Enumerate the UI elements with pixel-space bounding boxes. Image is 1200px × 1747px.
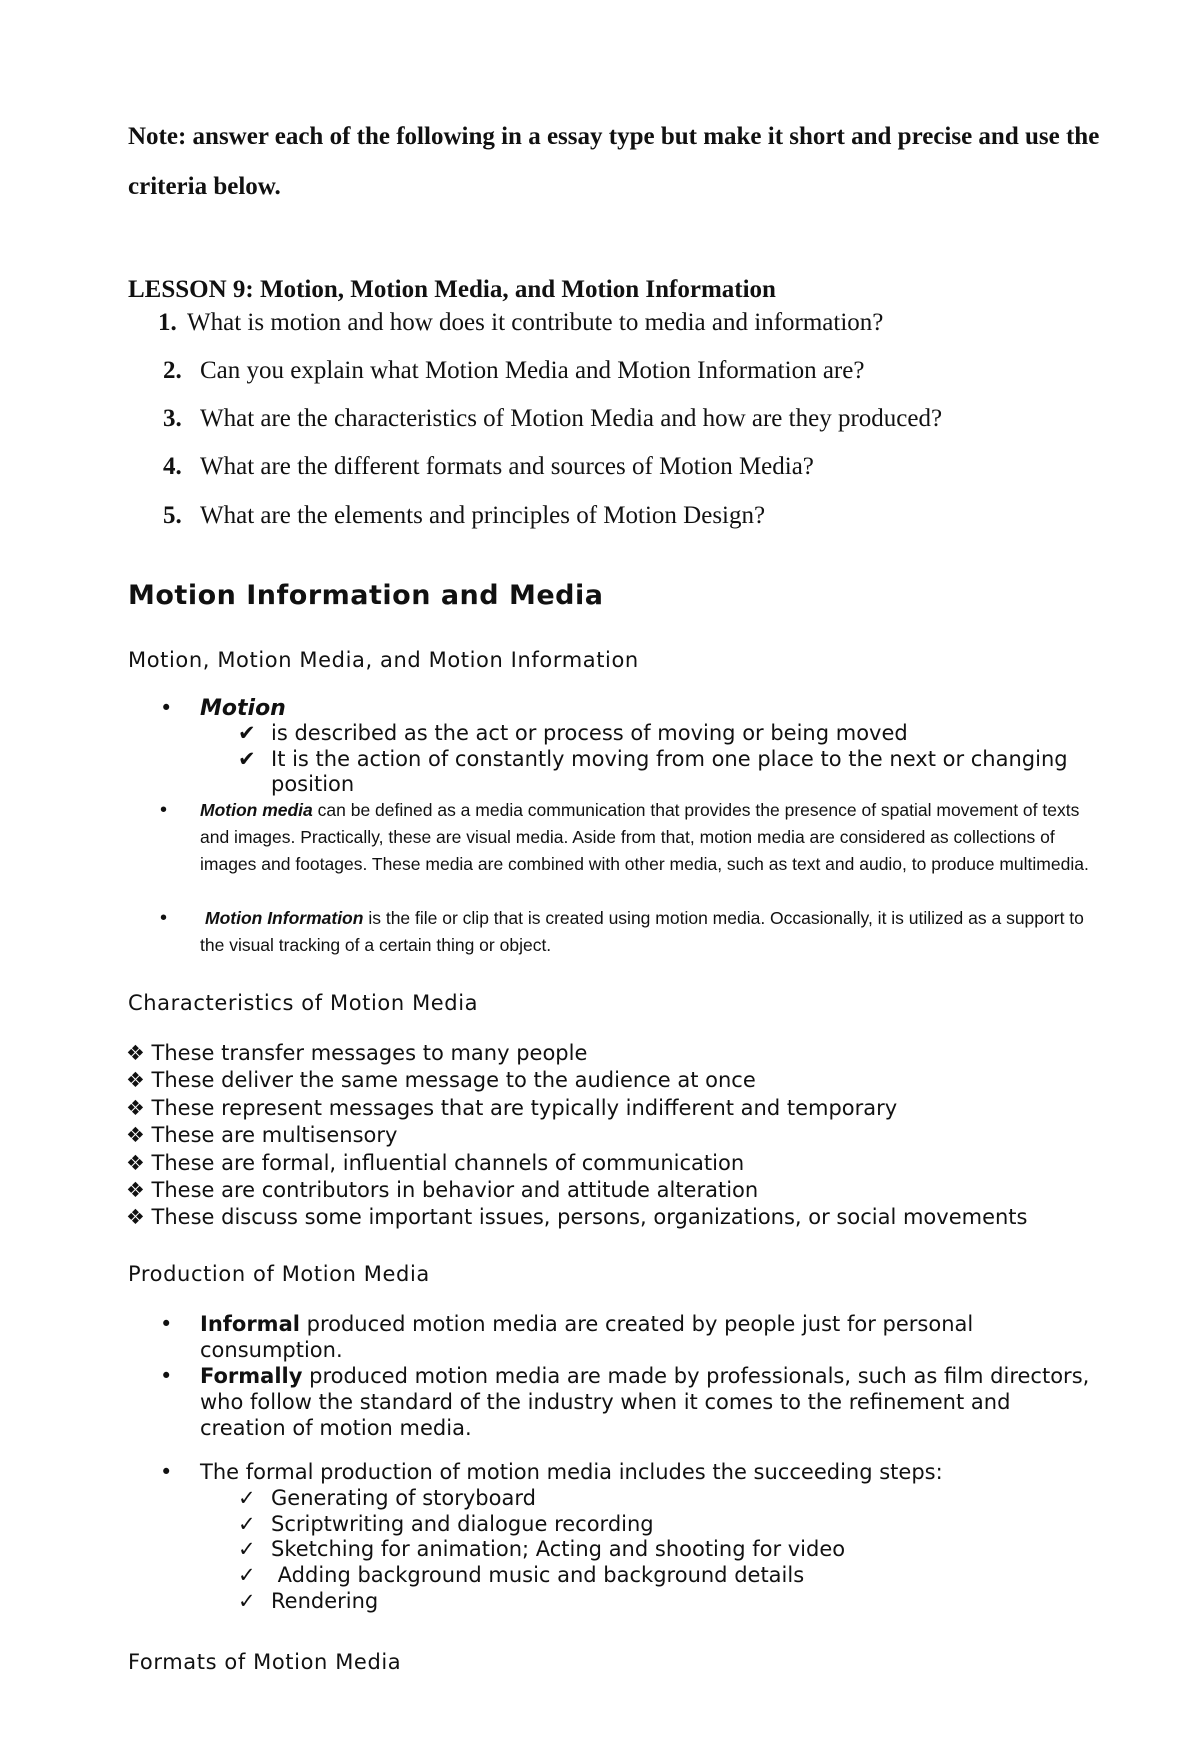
diamond-icon: ❖ (126, 1068, 145, 1093)
list-item (126, 1067, 1116, 1094)
list-item (126, 1095, 1116, 1122)
informal-item (160, 1311, 1100, 1363)
motion-media-label: Motion media (200, 800, 313, 820)
diamond-icon: ❖ (126, 1205, 145, 1230)
motion-point-text: It is the action of constantly moving from one place to the next or changing position (271, 746, 1068, 796)
list-item (126, 1040, 1116, 1067)
check-icon: ✓ (238, 1537, 256, 1562)
list-item-text: These deliver the same message to the audience at once (151, 1068, 756, 1093)
formal-text: produced motion media are made by professionals, such as film directors, who follow the standard of the industry when it comes to the refinement and creation of motion media. (200, 1364, 1090, 1440)
bullet-icon: • (160, 907, 168, 929)
step-text: Scriptwriting and dialogue recording (271, 1511, 654, 1536)
step-text: Rendering (271, 1588, 379, 1613)
step-item (160, 1563, 1100, 1589)
step-item (160, 1537, 1100, 1563)
question-number: 4. (163, 453, 182, 480)
motion-information-label: Motion Information (205, 908, 364, 928)
motion-point-text: is described as the act or process of moving or being moved (271, 721, 908, 745)
list-item-text: These represent messages that are typically indifferent and temporary (151, 1095, 898, 1120)
motion-bullet-list (160, 695, 1100, 798)
list-item-text: These are contributors in behavior and attitude alteration (151, 1177, 759, 1202)
question-text: Can you explain what Motion Media and Motion Information are? (200, 357, 865, 384)
bullet-icon: • (160, 696, 173, 720)
motion-information-text: is the file or clip that is created using motion media. Occasionally, it is utilized as a support to the visual tracking of a certain thing or object. (200, 908, 1084, 955)
diamond-icon: ❖ (126, 1095, 145, 1120)
informal-text: produced motion media are created by people just for personal consumption. (200, 1312, 974, 1362)
bullet-icon: • (160, 1364, 173, 1388)
list-item (126, 1122, 1116, 1149)
question-text: What are the elements and principles of Motion Design? (200, 502, 766, 529)
diamond-icon: ❖ (126, 1150, 145, 1175)
diamond-icon: ❖ (126, 1177, 145, 1202)
formal-label: Formally (200, 1364, 303, 1388)
question-text: What are the different formats and sources of Motion Media? (200, 453, 814, 480)
question-number: 5. (163, 502, 182, 529)
step-item (160, 1589, 1100, 1615)
heavy-check-icon: ✔ (238, 746, 256, 771)
motion-media-item (160, 797, 1100, 878)
question-text: What is motion and how does it contribute to media and information? (187, 309, 884, 336)
motion-information-item (160, 905, 1100, 959)
instruction-note: Note: answer each of the following in a essay type but make it short and precise and use the criteria below. (128, 123, 1100, 200)
steps-intro-item (160, 1460, 1100, 1486)
check-icon: ✓ (238, 1485, 256, 1510)
bullet-icon: • (160, 799, 168, 821)
motion-label: Motion (200, 696, 286, 721)
question-2 (163, 357, 864, 385)
list-item (126, 1177, 1116, 1204)
question-number: 3. (163, 405, 182, 432)
subsection-heading-formats: Formats of Motion Media (128, 1650, 402, 1674)
bullet-icon: • (160, 1312, 173, 1336)
step-item (160, 1486, 1100, 1512)
lesson-title: LESSON 9: Motion, Motion Media, and Motion Information (128, 276, 776, 303)
subsection-heading-characteristics: Characteristics of Motion Media (128, 991, 479, 1015)
diamond-icon: ❖ (126, 1123, 145, 1148)
section-title: Motion Information and Media (128, 580, 604, 611)
step-item (160, 1512, 1100, 1538)
motion-item (160, 695, 1100, 721)
check-icon: ✓ (238, 1588, 256, 1613)
step-text: Generating of storyboard (271, 1485, 536, 1510)
motion-information-paragraph (160, 905, 1100, 959)
characteristics-list (126, 1040, 1116, 1232)
step-text: Sketching for animation; Acting and shooting for video (271, 1537, 846, 1562)
diamond-icon: ❖ (126, 1041, 145, 1065)
question-1 (158, 309, 883, 337)
steps-intro-text: The formal production of motion media includes the succeeding steps: (200, 1460, 943, 1484)
question-4 (163, 453, 814, 481)
subsection-heading-production: Production of Motion Media (128, 1262, 430, 1286)
question-number: 1. (158, 309, 177, 336)
list-item-text: These are multisensory (151, 1123, 398, 1148)
question-3 (163, 405, 942, 433)
motion-point-2 (160, 747, 1100, 798)
list-item-text: These discuss some important issues, persons, organizations, or social movements (151, 1205, 1028, 1230)
check-icon: ✓ (238, 1511, 256, 1536)
informal-label: Informal (200, 1312, 300, 1336)
question-number: 2. (163, 357, 182, 384)
motion-media-text: can be defined as a media communication that provides the presence of spatial movement of texts and images. Practically, these are visual media. Aside from that, motion media are considered as collections of images and footages. These media are combined with other media, such as text and audio, to produce multimedia. (200, 800, 1089, 874)
question-text: What are the characteristics of Motion Media and how are they produced? (200, 405, 943, 432)
motion-point-1 (160, 721, 1100, 747)
check-icon: ✓ (238, 1563, 256, 1588)
list-item (126, 1204, 1116, 1231)
step-text: Adding background music and background details (271, 1563, 805, 1588)
question-5 (163, 502, 765, 530)
bullet-icon: • (160, 1460, 173, 1484)
formal-item (160, 1363, 1100, 1441)
heavy-check-icon: ✔ (238, 721, 256, 745)
production-list (160, 1311, 1100, 1441)
production-steps (160, 1460, 1100, 1615)
list-item-text: These transfer messages to many people (151, 1041, 588, 1065)
subsection-heading-motion: Motion, Motion Media, and Motion Information (128, 648, 639, 672)
motion-media-paragraph (160, 797, 1100, 878)
list-item-text: These are formal, influential channels of communication (151, 1150, 745, 1175)
list-item (126, 1150, 1116, 1177)
